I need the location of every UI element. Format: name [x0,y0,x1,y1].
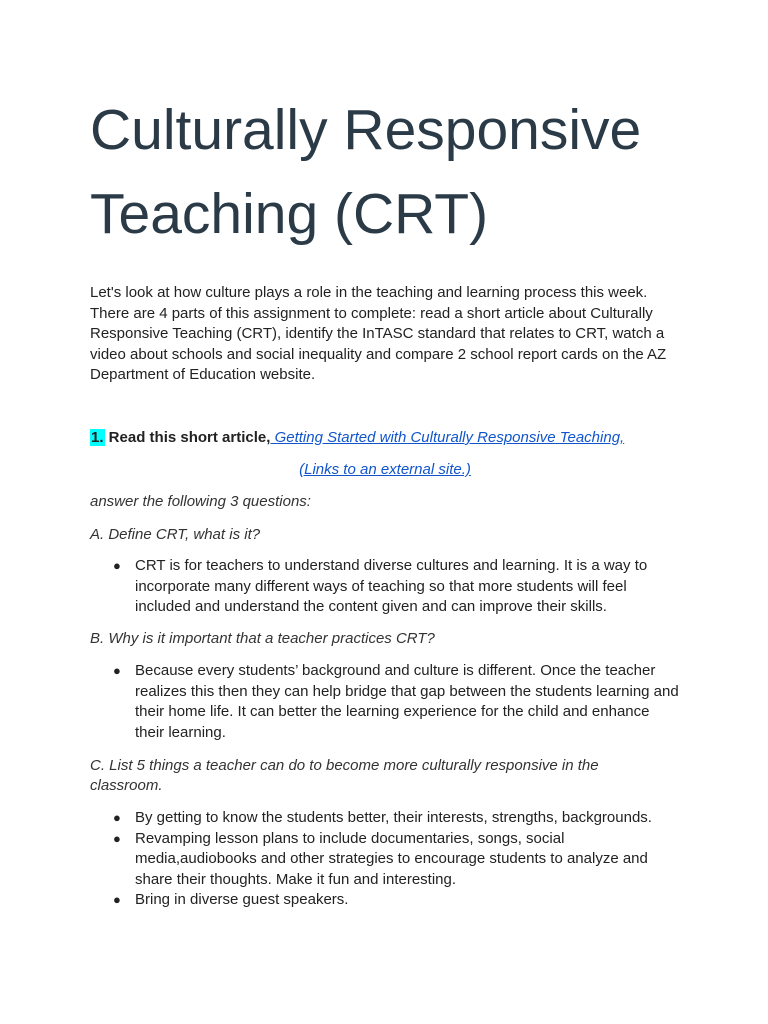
part-1-instruction: answer the following 3 questions: [90,493,311,510]
answer-text: Because every students’ background and culture is different. Once the teacher realizes this then they can help bridge that gap between the students learning and their home life. It can better the learning experience for the child and enhance their learning. [135,662,679,741]
bullet-icon: ● [113,892,121,907]
list-item [90,808,680,829]
bullet-icon: ● [113,810,121,825]
title-line-2: Teaching (CRT) [90,182,489,246]
article-link[interactable]: Getting Started with Culturally Responsive Teaching, [270,429,625,446]
bullet-icon: ● [113,558,121,573]
external-site-link[interactable]: (Links to an external site.) [299,461,471,478]
question-c-answers [90,808,680,911]
question-a-prompt: A. Define CRT, what is it? [90,526,261,543]
part-1-lead: Read this short article, [104,429,271,446]
intro-paragraph: Let's look at how culture plays a role in the teaching and learning process this week. There are 4 parts of this assignment to complete: read a short article about Culturally Responsive Teaching (CRT), identify the InTASC standard that relates to CRT, watch a video about schools and social inequality and compare 2 school report cards on the AZ Department of Education website. [90,284,667,383]
answer-text: By getting to know the students better, their interests, strengths, backgrounds. [135,809,652,826]
answer-text: CRT is for teachers to understand diverse cultures and learning. It is a way to incorporate many different ways of teaching so that more students will feel included and understand the content given and can improve their skills. [135,557,648,615]
list-item [90,661,680,743]
part-1-heading [90,428,624,448]
bullet-icon: ● [113,663,121,678]
question-b-answers [90,661,680,743]
list-item [90,890,680,911]
bullet-icon: ● [113,830,121,846]
question-c-prompt: C. List 5 things a teacher can do to become more culturally responsive in the classroom. [90,757,599,794]
list-item [90,829,680,891]
title-line-1: Culturally Responsive [90,98,642,162]
part-1-number: 1. [91,429,104,446]
answer-text: Revamping lesson plans to include documentaries, songs, social media,audiobooks and other strategies to encourage students to analyze and share their thoughts. Make it fun and interesting. [135,829,648,888]
document-title [90,88,730,256]
answer-text: Bring in diverse guest speakers. [135,891,349,908]
question-b-prompt: B. Why is it important that a teacher practices CRT? [90,630,435,647]
list-item [90,556,680,618]
question-a-answers [90,556,680,618]
external-link-row [90,460,680,480]
